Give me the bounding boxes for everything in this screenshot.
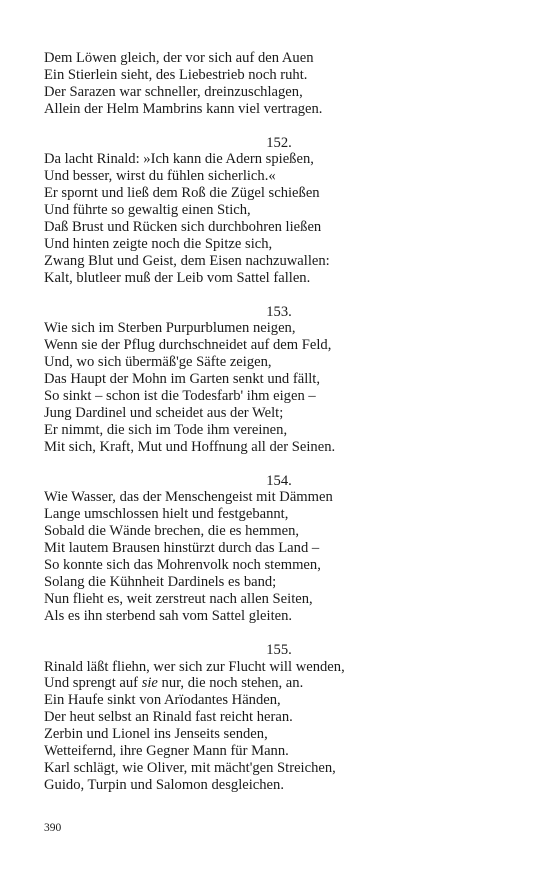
verse-line: Rinald läßt fliehn, wer sich zur Flucht will wenden, xyxy=(44,658,345,675)
verse-line: Wie sich im Sterben Purpurblumen neigen, xyxy=(44,320,296,337)
verse-line: Daß Brust und Rücken sich durchbohren ließen xyxy=(44,219,322,236)
verse-line: Das Haupt der Mohn im Garten senkt und fällt, xyxy=(44,371,321,388)
verse-line: Wenn sie der Pflug durchschneidet auf dem Feld, xyxy=(44,337,332,354)
stanza-153 xyxy=(44,304,514,456)
verse-line: Jung Dardinel und scheidet aus der Welt; xyxy=(44,404,284,421)
stanza-number: 152. xyxy=(266,134,292,151)
verse-line: Mit sich, Kraft, Mut und Hoffnung all der Seinen. xyxy=(44,438,336,455)
verse-line: Allein der Helm Mambrins kann viel vertragen. xyxy=(44,100,323,117)
verse-line: Wie Wasser, das der Menschengeist mit Dämmen xyxy=(44,489,333,506)
verse-line: Zwang Blut und Geist, dem Eisen nachzuwallen: xyxy=(44,252,330,269)
verse-line: Und hinten zeigte noch die Spitze sich, xyxy=(44,235,273,252)
verse-line: Der heut selbst an Rinald fast reicht heran. xyxy=(44,709,293,726)
verse-line: Und, wo sich übermäß'ge Säfte zeigen, xyxy=(44,354,272,371)
verse-line: Nun flieht es, weit zerstreut nach allen Seiten, xyxy=(44,590,313,607)
verse-line: So sinkt – schon ist die Todesfarb' ihm eigen – xyxy=(44,388,316,405)
verse-line: Sobald die Wände brechen, die es hemmen, xyxy=(44,523,300,540)
page-number: 390 xyxy=(44,822,62,834)
verse-line: Da lacht Rinald: »Ich kann die Adern spießen, xyxy=(44,151,314,168)
verse-line: Und sprengt auf sie nur, die noch stehen, an. xyxy=(44,675,304,692)
verse-line: Ein Haufe sinkt von Arïodantes Händen, xyxy=(44,692,281,709)
verse-line: Und besser, wirst du fühlen sicherlich.« xyxy=(44,168,276,185)
stanza-155 xyxy=(44,642,514,794)
stanza-151-continued xyxy=(44,50,514,118)
verse-line: Solang die Kühnheit Dardinels es band; xyxy=(44,573,277,590)
verse-line: Und führte so gewaltig einen Stich, xyxy=(44,202,251,219)
emphasized-word: sie xyxy=(141,675,158,692)
verse-line: Kalt, blutleer muß der Leib vom Sattel fallen. xyxy=(44,269,311,286)
stanza-number: 155. xyxy=(266,641,292,658)
verse-line: Wetteifernd, ihre Gegner Mann für Mann. xyxy=(44,742,289,759)
verse-line: Er spornt und ließ dem Roß die Zügel schießen xyxy=(44,185,320,202)
stanza-number: 154. xyxy=(266,472,292,489)
poem-page xyxy=(44,50,514,794)
verse-line: Zerbin und Lionel ins Jenseits senden, xyxy=(44,726,268,743)
verse-line: Als es ihn sterbend sah vom Sattel gleiten. xyxy=(44,607,293,624)
verse-line: Dem Löwen gleich, der vor sich auf den Auen xyxy=(44,50,314,66)
verse-line: Er nimmt, die sich im Tode ihm vereinen, xyxy=(44,421,288,438)
stanza-number: 153. xyxy=(266,303,292,320)
verse-line: Lange umschlossen hielt und festgebannt, xyxy=(44,506,289,523)
verse-line: Mit lautem Brausen hinstürzt durch das Land – xyxy=(44,540,320,557)
verse-line: Guido, Turpin und Salomon desgleichen. xyxy=(44,776,284,793)
verse-line: Der Sarazen war schneller, dreinzuschlagen, xyxy=(44,83,303,100)
verse-line: Ein Stierlein sieht, des Liebestrieb noch ruht. xyxy=(44,66,308,83)
verse-line: Karl schlägt, wie Oliver, mit mächt'gen Streichen, xyxy=(44,759,336,776)
stanza-154 xyxy=(44,473,514,625)
verse-line: So konnte sich das Mohrenvolk noch stemmen, xyxy=(44,557,321,574)
stanza-152 xyxy=(44,135,514,287)
